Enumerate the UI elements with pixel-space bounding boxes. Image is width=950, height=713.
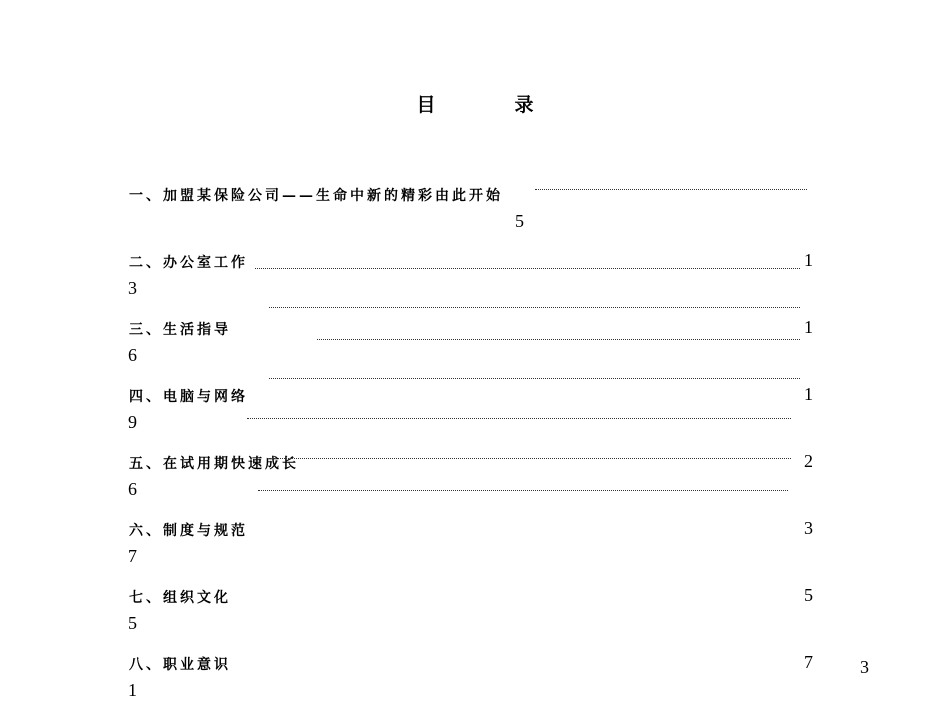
toc-entry-6-page-part1: 3 (804, 518, 813, 538)
toc-entry-8-title[interactable]: 八、职业意识 (129, 657, 231, 673)
toc-leader (269, 378, 800, 379)
toc-entry-2-page-part2: 3 (128, 278, 137, 298)
toc-entry-3-page-part2: 6 (128, 345, 137, 365)
toc-leader (269, 458, 791, 459)
toc-entry-6-title[interactable]: 六、制度与规范 (129, 523, 248, 539)
toc-entry-6-page-part2: 7 (128, 546, 137, 566)
toc-entry-7-page-part1: 5 (804, 585, 813, 605)
toc-entry-3-title[interactable]: 三、生活指导 (129, 322, 231, 338)
toc-leader (258, 490, 788, 491)
page-number: 3 (860, 657, 869, 677)
toc-entry-7-page-part2: 5 (128, 613, 137, 633)
toc-entry-5-page-part2: 6 (128, 479, 137, 499)
toc-entry-1-title[interactable]: 一、加盟某保险公司——生命中新的精彩由此开始 (129, 188, 503, 204)
toc-entry-4-page-part2: 9 (128, 412, 137, 432)
toc-entry-2-title[interactable]: 二、办公室工作 (129, 255, 248, 271)
toc-leader (317, 339, 800, 340)
toc-entry-5-title[interactable]: 五、在试用期快速成长 (129, 456, 299, 472)
toc-entry-1-page: 5 (515, 211, 524, 231)
toc-leader (535, 189, 807, 190)
toc-leader (255, 268, 800, 269)
toc-entry-8-page-part1: 7 (804, 652, 813, 672)
toc-entry-4-title[interactable]: 四、电脑与网络 (129, 389, 248, 405)
toc-entry-8-page-part2: 1 (128, 680, 137, 700)
toc-entry-5-page-part1: 2 (804, 451, 813, 471)
toc-entry-7-title[interactable]: 七、组织文化 (129, 590, 231, 606)
toc-leader (247, 418, 791, 419)
toc-entry-4-page-part1: 1 (804, 384, 813, 404)
page-title: 目 录 (416, 94, 564, 116)
toc-entry-2-page-part1: 1 (804, 250, 813, 270)
toc-entry-3-page-part1: 1 (804, 317, 813, 337)
toc-leader (269, 307, 800, 308)
